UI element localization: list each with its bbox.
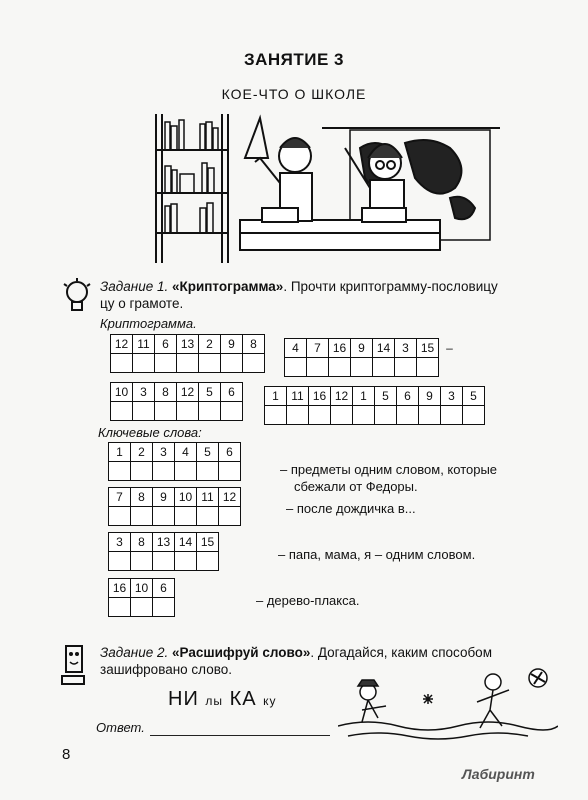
page-number: 8 (62, 746, 71, 763)
cryptogram-cell: 5 (375, 387, 397, 406)
keyword-number-cell: 10 (131, 579, 153, 598)
answer-cell[interactable] (109, 598, 131, 617)
cryptogram-cell: 2 (199, 335, 221, 354)
answer-cell[interactable] (463, 406, 485, 425)
task1-name: «Криптограмма» (171, 279, 284, 294)
answer-cell[interactable] (243, 354, 265, 373)
cipher-part: лы (205, 694, 224, 708)
keyword-number-cell: 8 (131, 488, 153, 507)
task2-name: «Расшифруй слово» (171, 645, 311, 660)
cryptogram-cell: 3 (133, 383, 155, 402)
cryptogram-cell: 7 (307, 339, 329, 358)
keyword-number-cell: 1 (109, 443, 131, 462)
keyword-number-cell: 7 (109, 488, 131, 507)
keyword-clue-3: – папа, мама, я – одним словом. (278, 547, 476, 562)
keyword-grid-2 (108, 487, 241, 526)
answer-cell[interactable] (109, 462, 131, 481)
answer-cell[interactable] (197, 552, 219, 571)
keyword-number-cell: 2 (131, 443, 153, 462)
answer-cell[interactable] (221, 402, 243, 421)
keyword-grid-4 (108, 578, 175, 617)
answer-cell[interactable] (331, 406, 353, 425)
answer-cell[interactable] (287, 406, 309, 425)
answer-cell[interactable] (155, 354, 177, 373)
keyword-number-cell: 16 (109, 579, 131, 598)
cryptogram-cell: 10 (111, 383, 133, 402)
answer-cell[interactable] (419, 406, 441, 425)
answer-cell[interactable] (309, 406, 331, 425)
task1-text-line1: . Прочти криптограмму-пословицу (283, 279, 498, 294)
keyword-clue-1-line2: сбежали от Федоры. (294, 479, 418, 494)
answer-cell[interactable] (133, 402, 155, 421)
cryptogram-row-4 (264, 386, 485, 425)
cryptogram-cell: – (446, 341, 453, 355)
cryptogram-cell: 9 (419, 387, 441, 406)
cryptogram-cell: 12 (331, 387, 353, 406)
answer-cell[interactable] (329, 358, 351, 377)
cryptogram-cell: 5 (199, 383, 221, 402)
keyword-number-cell: 3 (153, 443, 175, 462)
task1-text-line2: цу о грамоте. (100, 296, 184, 311)
answer-label: Ответ. (96, 720, 145, 735)
keyword-number-cell: 11 (197, 488, 219, 507)
lightbulb-icon (62, 278, 92, 318)
keyword-grid-1 (108, 442, 241, 481)
answer-cell[interactable] (131, 552, 153, 571)
cipher-word (168, 688, 277, 711)
answer-cell[interactable] (219, 462, 241, 481)
answer-cell[interactable] (395, 358, 417, 377)
keyword-grid-3 (108, 532, 219, 571)
answer-cell[interactable] (307, 358, 329, 377)
keyword-number-cell: 8 (131, 533, 153, 552)
answer-cell[interactable] (109, 552, 131, 571)
answer-cell[interactable] (131, 462, 153, 481)
keyword-number-cell: 12 (219, 488, 241, 507)
keyword-clue-4: – дерево-плакса. (256, 593, 360, 608)
answer-cell[interactable] (417, 358, 439, 377)
answer-cell[interactable] (265, 406, 287, 425)
task1-prefix: Задание 1. (100, 279, 169, 294)
answer-cell[interactable] (177, 402, 199, 421)
cryptogram-cell: 12 (177, 383, 199, 402)
cryptogram-cell: 14 (373, 339, 395, 358)
keyword-number-cell: 10 (175, 488, 197, 507)
answer-cell[interactable] (111, 402, 133, 421)
lesson-title: ЗАНЯТИЕ 3 (243, 50, 345, 69)
cryptogram-cell: 16 (329, 339, 351, 358)
cryptogram-label: Криптограмма. (100, 316, 197, 331)
bookshelf-drawing (156, 114, 228, 263)
task2-text-line1: . Догадайся, каким способом (310, 645, 492, 660)
cryptogram-cell: 15 (417, 339, 439, 358)
answer-cell[interactable] (177, 354, 199, 373)
cryptogram-cell: 4 (285, 339, 307, 358)
answer-cell[interactable] (199, 354, 221, 373)
cryptogram-cell: 1 (353, 387, 375, 406)
answer-cell[interactable] (153, 598, 175, 617)
answer-cell[interactable] (199, 402, 221, 421)
task2-text-line2: зашифровано слово. (100, 662, 233, 677)
task1-text (100, 278, 550, 312)
keyword-number-cell: 3 (109, 533, 131, 552)
beach-illustration (338, 664, 558, 744)
answer-cell[interactable] (175, 552, 197, 571)
keyword-clue-2: – после дождичка в... (286, 501, 416, 516)
cryptogram-row-3 (110, 382, 243, 421)
cryptogram-cell: 11 (133, 335, 155, 354)
answer-cell[interactable] (153, 507, 175, 526)
keyword-number-cell: 4 (175, 443, 197, 462)
answer-cell[interactable] (131, 598, 153, 617)
cryptogram-cell: 3 (441, 387, 463, 406)
cryptogram-cell: 9 (351, 339, 373, 358)
answer-cell[interactable] (221, 354, 243, 373)
answer-cell[interactable] (285, 358, 307, 377)
cryptogram-row-1 (110, 334, 265, 373)
answer-cell[interactable] (197, 462, 219, 481)
lesson-subtitle: КОЕ-ЧТО О ШКОЛЕ (221, 86, 367, 102)
answer-cell[interactable] (133, 354, 155, 373)
answer-cell[interactable] (175, 462, 197, 481)
cryptogram-cell: 1 (265, 387, 287, 406)
cryptogram-cell: 5 (463, 387, 485, 406)
cryptogram-cell: 9 (221, 335, 243, 354)
answer-cell[interactable] (175, 507, 197, 526)
cryptogram-cell: 6 (155, 335, 177, 354)
answer-cell[interactable] (397, 406, 419, 425)
cryptogram-row-2 (284, 338, 461, 377)
keyword-number-cell: 6 (153, 579, 175, 598)
answer-cell[interactable] (353, 406, 375, 425)
keywords-label: Ключевые слова: (98, 425, 202, 440)
cryptogram-cell: 6 (221, 383, 243, 402)
classroom-illustration (150, 108, 510, 268)
cryptogram-cell: 8 (155, 383, 177, 402)
answer-cell[interactable] (153, 462, 175, 481)
answer-cell[interactable] (219, 507, 241, 526)
cryptogram-cell: 8 (243, 335, 265, 354)
cipher-part: ку (263, 694, 277, 708)
keyword-number-cell: 9 (153, 488, 175, 507)
answer-cell[interactable] (373, 358, 395, 377)
cryptogram-cell: 11 (287, 387, 309, 406)
answer-cell[interactable] (111, 354, 133, 373)
answer-cell[interactable] (131, 507, 153, 526)
cryptogram-cell: 16 (309, 387, 331, 406)
cipher-part: КА (229, 688, 257, 710)
keyword-number-cell: 14 (175, 533, 197, 552)
keyword-clue-1-line1: – предметы одним словом, которые (280, 462, 498, 477)
cipher-part: НИ (168, 688, 199, 710)
keyword-number-cell: 15 (197, 533, 219, 552)
answer-cell[interactable] (375, 406, 397, 425)
task2-prefix: Задание 2. (100, 645, 169, 660)
keyword-number-cell: 5 (197, 443, 219, 462)
answer-line[interactable] (150, 734, 330, 736)
keyword-number-cell: 6 (219, 443, 241, 462)
answer-cell[interactable] (197, 507, 219, 526)
answer-cell[interactable] (155, 402, 177, 421)
cryptogram-cell: 3 (395, 339, 417, 358)
watermark-logo: Лабиринт (462, 766, 535, 782)
answer-cell[interactable] (153, 552, 175, 571)
cryptogram-cell: 13 (177, 335, 199, 354)
answer-cell[interactable] (109, 507, 131, 526)
answer-cell[interactable] (441, 406, 463, 425)
pencil-character-icon (58, 640, 90, 686)
cryptogram-cell: 6 (397, 387, 419, 406)
answer-cell[interactable] (351, 358, 373, 377)
keyword-number-cell: 13 (153, 533, 175, 552)
cryptogram-cell: 12 (111, 335, 133, 354)
keyword-clue-1 (280, 461, 560, 495)
